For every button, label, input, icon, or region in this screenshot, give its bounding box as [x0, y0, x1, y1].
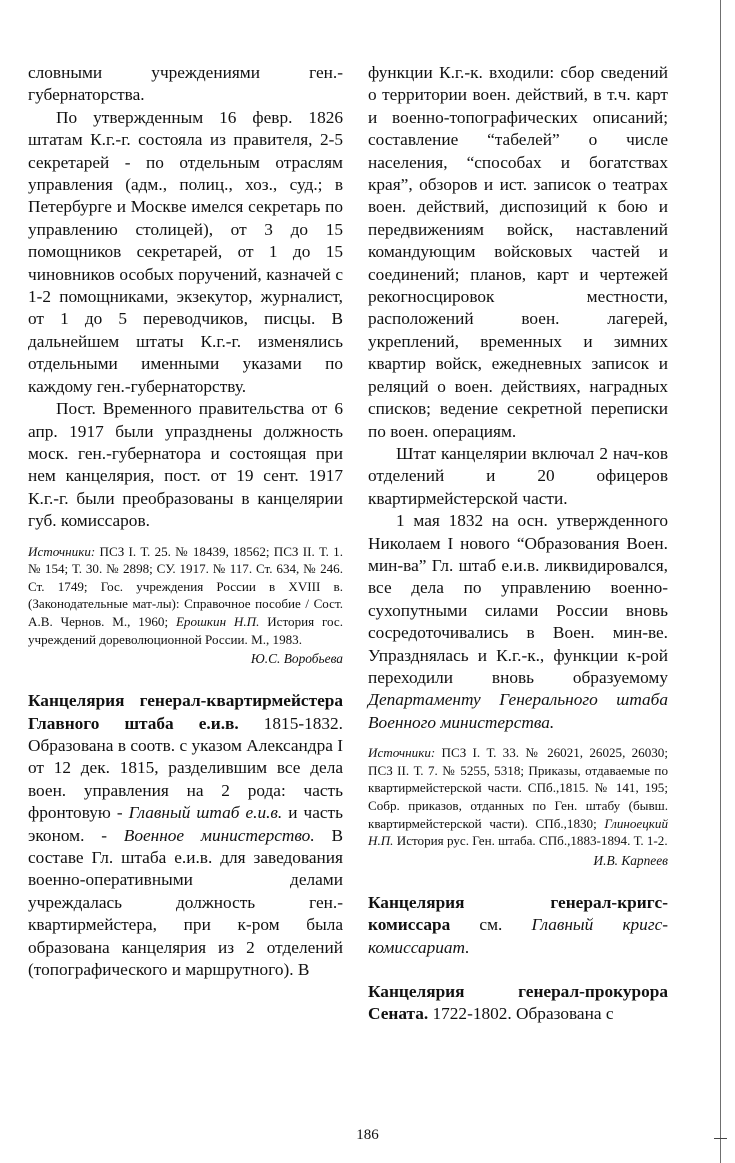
right-sources-text-2: История рус. Ген. штаба. СПб.,1883-1894. Т. 1-2. [393, 833, 668, 849]
entry-quartermaster-text-2: и часть эконом. - [28, 803, 343, 845]
right-paragraph-2: Штат канцелярии включал 2 нач-ков отделений и 20 офицеров квартирмейстерской части. [368, 443, 668, 508]
entry-quartermaster-title: Канцелярия генерал-квартирмейстера Главного штаба е.и.в. [28, 691, 343, 733]
left-paragraph-2: По утвержденным 16 февр. 1826 штатам К.г.-г. состояла из правителя, 2-5 секретарей - по отдельным отраслям управления (адм., полиц., хоз., суд.; в Петербурге и Москве имелся секретарь по управлению столицей), от 3 до 15 помощников секретарей, от 1 до 15 чиновников особых поручений, казначей с 1-2 помощниками, экзекутор, журналист, от 1 до 5 переводчиков, писцы. В дальнейшем штаты К.г.-г. изменялись отдельными именными указами по каждому ген.-губернаторству. [28, 107, 343, 396]
entry-quartermaster-text-3: В составе Гл. штаба е.и.в. для заведования военно-оперативными делами учреждалась должность ген.-квартирмейстера, при к-ром была образована канцелярия из 2 отделений (топографического и маршрутного). В [28, 825, 343, 979]
left-paragraph-1: словными учреждениями ген.-губернаторства. [28, 63, 343, 105]
left-article-author: Ю.С. Воробьева [250, 651, 343, 667]
right-sources-label: Источники: [368, 745, 436, 761]
left-sources-text-1: ПСЗ I. Т. 25. № 18439, 18562; ПСЗ II. Т. 1. № 154; Т. 30. № 2898; СУ. 1917. № 117. Ст. 634, № 246. Ст. 1749; Гос. учреждения России в XVIII в. (Законодательные мат-лы): Справочное пособие / Сост. А.В. Чернов. М., 1960; [28, 543, 343, 629]
right-sources-author: Глиноецкий Н.П. [368, 815, 668, 849]
left-sources-label: Источники: [28, 543, 96, 559]
right-column [368, 62, 668, 1026]
left-sources [28, 543, 343, 649]
entry-quartermaster-chancellery [28, 690, 343, 981]
entry-procurator-text: 1722-1802. Образована с [428, 1004, 614, 1024]
left-sources-author: Ерошкин Н.П. [175, 613, 260, 629]
left-column [28, 62, 343, 981]
entry-quartermaster-ref-2: Военное министерство. [123, 825, 315, 845]
entry-quartermaster-text-1: 1815-1832. Образована в соотв. с указом Александра I от 12 дек. 1815, разделившим все дела воен. управления на 2 рода: часть фронтовую - [28, 713, 343, 823]
entry-kriegs-commissar-text: см. [450, 915, 532, 935]
right-paragraph-1: функции К.г.-к. входили: сбор сведений о территории воен. действий, в т.ч. карт и военно-топографических описаний; составление “табелей” о числе населения, “способах и богатствах края”, обзоров и ист. записок о театрах воен. действий, диспозиций к бою и передвижениям войск, наставлений командующим войсковых частей и соединений; планов, карт и чертежей рекогносцировок местности, расположений воен. лагерей, укреплений, временных и зимних квартир войск, ежедневных записок и реляций о воен. действиях, наградных списков; ведение секретной переписки по воен. операциям. [368, 63, 668, 441]
right-sources [368, 744, 668, 850]
right-sources-text-1: ПСЗ I. Т. 33. № 26021, 26025, 26030; ПСЗ II. Т. 7. № 5255, 5318; Приказы, отдаваемые по квартирмейстерской части. СПб.,1815. № 141, 195; Собр. приказов, отданных по Ген. штабу (бывш. квартирмейстерской части). СПб.,1830; [368, 745, 668, 831]
right-paragraph-3 [368, 510, 668, 734]
entry-kriegs-commissar-chancellery [368, 892, 668, 959]
entry-procurator-chancellery [368, 981, 668, 1026]
left-sources-text-2: История гос. учреждений дореволюционной России. М., 1983. [28, 613, 343, 647]
entry-kriegs-commissar-title: Канцелярия генерал-кригс-комиссара [368, 892, 668, 935]
left-paragraph-3: Пост. Временного правительства от 6 апр. 1917 были упразднены должность моск. ген.-губернатора и состоящая при нем канцелярия, пост. от 19 сент. 1917 К.г.-г. были преобразованы в канцелярии губ. комиссаров. [28, 399, 343, 531]
entry-quartermaster-ref-1: Главный штаб е.и.в. [128, 803, 283, 823]
right-paragraph-3-ref: Департаменту Генерального штаба Военного министерства. [368, 690, 668, 732]
entry-kriegs-commissar-ref: Главный кригс-комиссариат. [368, 915, 668, 957]
scan-edge-line [720, 0, 721, 1163]
right-paragraph-3-text: 1 мая 1832 на осн. утвержденного Николаем I нового “Образования Воен. мин-ва” Гл. штаб е.и.в. ликвидировался, все дела по управлению военно-сухопутными силами России вновь сосредоточивались в Воен. мин-ве. Упразднялась и К.г.-к., функции к-рой переходили вновь образуемому [368, 511, 668, 687]
page-number: 186 [356, 1127, 379, 1143]
entry-procurator-title: Канцелярия генерал-прокурора Сената. [368, 981, 668, 1024]
right-article-author: И.В. Карпеев [593, 852, 668, 868]
